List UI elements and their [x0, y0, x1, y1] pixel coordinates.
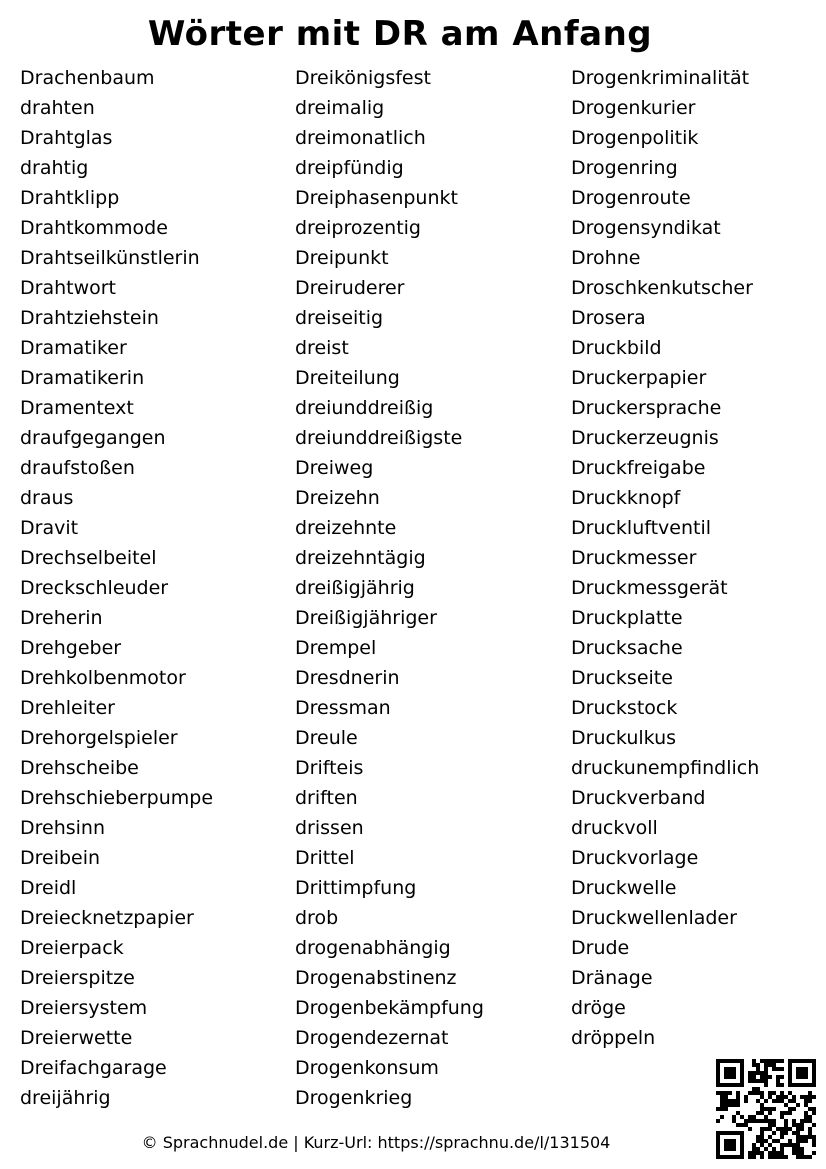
word-item: Dreherin	[20, 607, 103, 629]
word-item: Dreiphasenpunkt	[295, 187, 458, 209]
word-item: Drogendezernat	[295, 1027, 449, 1049]
word-item: Drehschieberpumpe	[20, 787, 214, 809]
word-item: Drahtglas	[20, 127, 113, 149]
word-column-2	[295, 63, 484, 1113]
word-item: Druckknopf	[571, 487, 681, 509]
word-item: Dreierspitze	[20, 967, 135, 989]
word-item: Dränage	[571, 967, 653, 989]
word-item: Druckseite	[571, 667, 673, 689]
word-item: Drogenpolitik	[571, 127, 699, 149]
word-item: Drahtwort	[20, 277, 117, 299]
page-title: Wörter mit DR am Anfang	[147, 14, 653, 54]
word-item: dreist	[295, 337, 349, 359]
word-item: Dreckschleuder	[20, 577, 169, 599]
word-item: dreizehntägig	[295, 547, 426, 569]
word-item: Drehgeber	[20, 637, 122, 659]
word-item: Dreikönigsfest	[295, 67, 431, 89]
word-item: dreimalig	[295, 97, 385, 119]
word-item: Drogenkonsum	[295, 1057, 439, 1079]
word-item: Druckluftventil	[571, 517, 712, 539]
word-item: Dreiruderer	[295, 277, 405, 299]
word-item: Dramatiker	[20, 337, 127, 359]
word-item: dreiprozentig	[295, 217, 421, 239]
word-item: Drehscheibe	[20, 757, 139, 779]
word-item: Drucksache	[571, 637, 683, 659]
word-item: Drahtseilkünstlerin	[20, 247, 200, 269]
word-item: Droschkenkutscher	[571, 277, 753, 299]
word-item: Dreiersystem	[20, 997, 148, 1019]
word-item: Drahtkommode	[20, 217, 168, 239]
word-item: Dreibein	[20, 847, 101, 869]
word-item: Dressman	[295, 697, 391, 719]
word-item: Druckersprache	[571, 397, 722, 419]
word-item: Dreiweg	[295, 457, 374, 479]
footer-credit: © Sprachnudel.de | Kurz-Url: https://sprachnu.de/l/131504	[141, 1133, 611, 1152]
word-item: Drechselbeitel	[20, 547, 157, 569]
word-item: Dresdnerin	[295, 667, 400, 689]
word-item: draus	[20, 487, 74, 509]
word-item: Druckstock	[571, 697, 678, 719]
word-item: drogenabhängig	[295, 937, 451, 959]
word-item: Druckulkus	[571, 727, 677, 749]
word-item: Drehsinn	[20, 817, 106, 839]
word-item: Drosera	[571, 307, 646, 329]
word-item: Dreidl	[20, 877, 77, 899]
word-item: Drogensyndikat	[571, 217, 721, 239]
word-item: drob	[295, 907, 339, 929]
word-item: Drogenkrieg	[295, 1087, 413, 1109]
word-item: Drogenkurier	[571, 97, 696, 119]
word-item: Drehleiter	[20, 697, 115, 719]
word-item: Drogenkriminalität	[571, 67, 750, 89]
word-item: driften	[295, 787, 358, 809]
word-item: Dreierpack	[20, 937, 124, 959]
word-item: Dreule	[295, 727, 358, 749]
word-item: dröppeln	[571, 1027, 656, 1049]
word-column-3	[571, 63, 759, 1053]
word-item: Drogenring	[571, 157, 678, 179]
word-item: Dreifachgarage	[20, 1057, 167, 1079]
word-item: Drohne	[571, 247, 641, 269]
word-item: Drogenbekämpfung	[295, 997, 484, 1019]
word-item: Druckwellenlader	[571, 907, 737, 929]
word-item: Druckvorlage	[571, 847, 699, 869]
word-item: Dreißigjähriger	[295, 607, 437, 629]
word-item: Dreierwette	[20, 1027, 133, 1049]
word-item: Dramatikerin	[20, 367, 145, 389]
word-item: dreiunddreißig	[295, 397, 434, 419]
word-item: Drude	[571, 937, 630, 959]
word-item: Drahtziehstein	[20, 307, 159, 329]
word-item: Drogenabstinenz	[295, 967, 457, 989]
qr-code-icon	[716, 1059, 816, 1159]
word-item: Dreiecknetzpapier	[20, 907, 194, 929]
word-column-1	[20, 63, 213, 1113]
word-item: dreizehnte	[295, 517, 397, 539]
word-item: Druckmessgerät	[571, 577, 728, 599]
word-item: Drittel	[295, 847, 355, 869]
word-item: dreipfündig	[295, 157, 404, 179]
word-item: drahtig	[20, 157, 89, 179]
word-item: Drittimpfung	[295, 877, 417, 899]
word-item: draufstoßen	[20, 457, 135, 479]
word-item: draufgegangen	[20, 427, 166, 449]
word-item: druckvoll	[571, 817, 658, 839]
word-item: drissen	[295, 817, 364, 839]
word-item: Druckplatte	[571, 607, 683, 629]
word-item: Druckmesser	[571, 547, 697, 569]
word-item: Drogenroute	[571, 187, 691, 209]
word-item: Dravit	[20, 517, 79, 539]
word-item: druckunempfindlich	[571, 757, 760, 779]
word-item: Drempel	[295, 637, 377, 659]
word-item: Druckbild	[571, 337, 662, 359]
word-item: dröge	[571, 997, 626, 1019]
word-item: dreiseitig	[295, 307, 384, 329]
word-item: dreißigjährig	[295, 577, 415, 599]
word-item: Druckwelle	[571, 877, 677, 899]
word-item: Druckerzeugnis	[571, 427, 719, 449]
word-item: Drahtklipp	[20, 187, 120, 209]
word-item: dreimonatlich	[295, 127, 426, 149]
word-item: Dreizehn	[295, 487, 380, 509]
word-item: Drachenbaum	[20, 67, 155, 89]
word-item: Druckerpapier	[571, 367, 707, 389]
word-item: Drehorgelspieler	[20, 727, 178, 749]
word-item: Drehkolbenmotor	[20, 667, 186, 689]
word-item: Dramentext	[20, 397, 134, 419]
word-item: Drifteis	[295, 757, 364, 779]
word-item: Druckverband	[571, 787, 706, 809]
word-item: dreijährig	[20, 1087, 111, 1109]
word-item: Druckfreigabe	[571, 457, 706, 479]
word-item: Dreipunkt	[295, 247, 389, 269]
word-item: drahten	[20, 97, 95, 119]
word-item: Dreiteilung	[295, 367, 400, 389]
word-item: dreiunddreißigste	[295, 427, 463, 449]
